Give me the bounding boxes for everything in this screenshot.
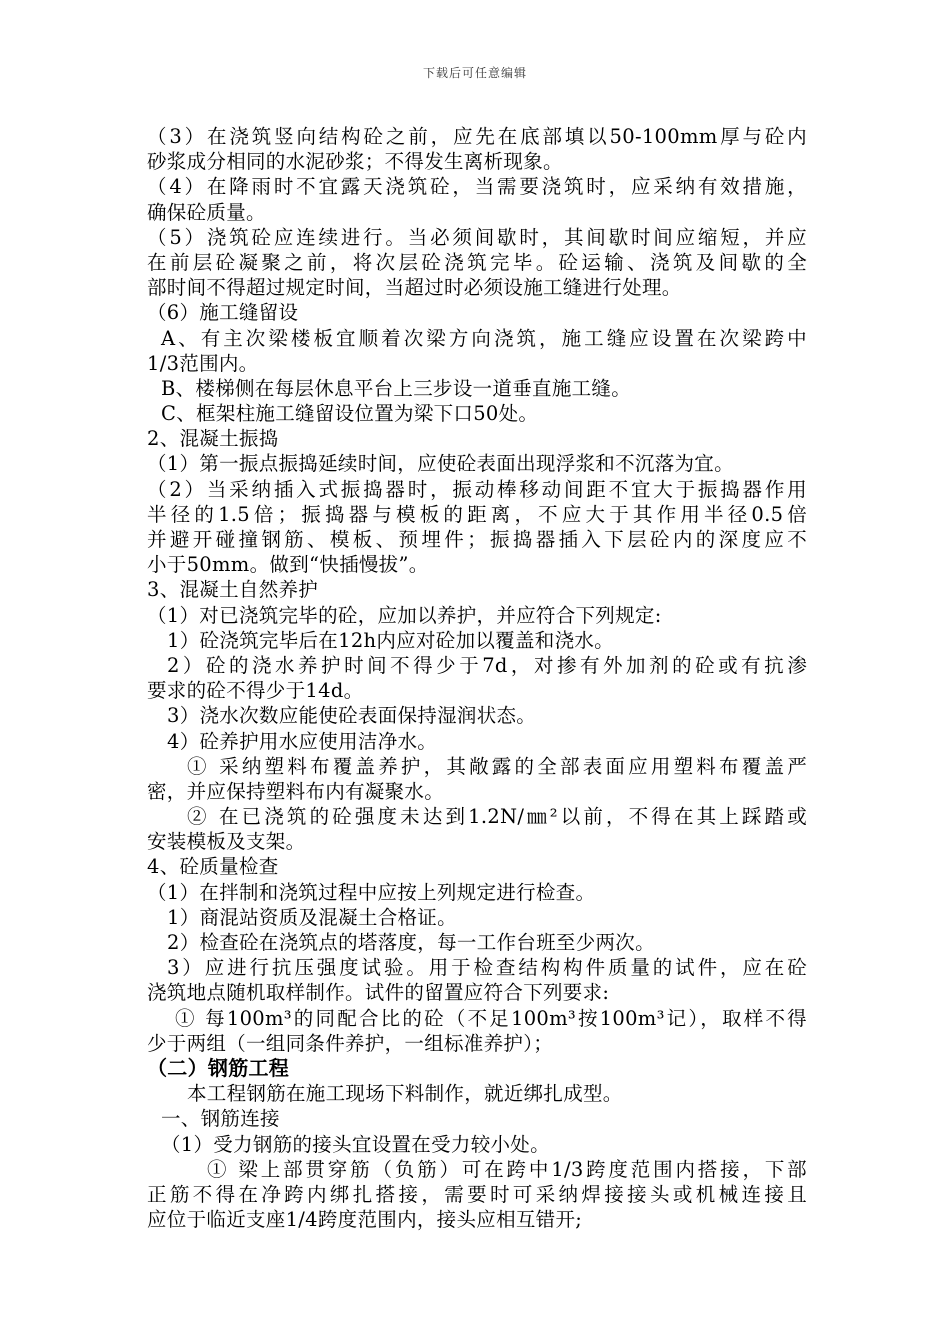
text-line: （5）浇筑砼应连续进行。当必须间歇时，其间歇时间应缩短，并应 — [147, 225, 807, 249]
text-line: ② 在已浇筑的砼强度未达到1.2N/㎜²以前，不得在其上踩踏或 — [187, 805, 807, 829]
text-line: 1/3范围内。 — [147, 351, 259, 375]
text-line: 1）商混站资质及混凝土合格证。 — [167, 905, 457, 929]
text-line: 正筋不得在净跨内绑扎搭接，需要时可采纳焊接接头或机械连接且 — [147, 1182, 807, 1206]
text-line: 一、钢筋连接 — [161, 1107, 280, 1131]
text-line: 密，并应保持塑料布内有凝聚水。 — [147, 779, 445, 803]
text-line: 半径的1.5倍；振捣器与模板的距离，不应大于其作用半径0.5倍 — [147, 502, 807, 526]
text-line: 3、混凝土自然养护 — [147, 578, 319, 602]
text-line: 小于50mm。做到“快插慢拔”。 — [147, 553, 429, 577]
text-line: 3）浇水次数应能使砼表面保持湿润状态。 — [167, 704, 537, 728]
text-line: ① 每100m³的同配合比的砼（不足100m³按100m³记），取样不得 — [175, 1006, 807, 1030]
page-header: 下载后可任意编辑 — [422, 66, 527, 80]
text-line: 浇筑地点随机取样制作。试件的留置应符合下列要求: — [147, 981, 610, 1005]
text-line: A、有主次梁楼板宜顺着次梁方向浇筑，施工缝应设置在次梁跨中 — [161, 326, 807, 350]
text-line: 4）砼养护用水应使用洁净水。 — [167, 729, 438, 753]
text-line: 2）砼的浇水养护时间不得少于7d，对掺有外加剂的砼或有抗渗 — [167, 653, 807, 677]
document-body — [147, 124, 807, 1232]
text-line: B、楼梯侧在每层休息平台上三步设一道垂直施工缝。 — [161, 376, 632, 400]
text-line: 1）砼浇筑完毕后在12h内应对砼加以覆盖和浇水。 — [167, 628, 614, 652]
text-line: （2）当采纳插入式振捣器时，振动棒移动间距不宜大于振捣器作用 — [147, 477, 807, 501]
text-line: （1）对已浇筑完毕的砼，应加以养护，并应符合下列规定: — [147, 603, 662, 627]
text-line: 在前层砼凝聚之前，将次层砼浇筑完毕。砼运输、浇筑及间歇的全 — [147, 250, 807, 274]
text-line: 部时间不得超过规定时间，当超过时必须设施工缝进行处理。 — [147, 276, 682, 300]
text-line: （4）在降雨时不宜露天浇筑砼，当需要浇筑时，应采纳有效措施， — [147, 175, 807, 199]
text-line: 4、砼质量检查 — [147, 855, 279, 879]
text-line: ① 梁上部贯穿筋（负筋）可在跨中1/3跨度范围内搭接，下部 — [207, 1157, 807, 1181]
text-line: （1）受力钢筋的接头宜设置在受力较小处。 — [161, 1132, 550, 1156]
text-line: 确保砼质量。 — [147, 200, 266, 224]
text-line: ① 采纳塑料布覆盖养护，其敞露的全部表面应用塑料布覆盖严 — [187, 754, 807, 778]
text-line: 安装模板及支架。 — [147, 830, 306, 854]
text-line: 2）检查砼在浇筑点的塔落度，每一工作台班至少两次。 — [167, 931, 655, 954]
text-line: （1）在拌制和浇筑过程中应按上列规定进行检查。 — [147, 880, 596, 904]
text-line: 并避开碰撞钢筋、模板、预埋件；振捣器插入下层砼内的深度应不 — [147, 528, 807, 551]
section-heading: （二）钢筋工程 — [147, 1055, 290, 1080]
text-line: 砂浆成分相同的水泥砂浆；不得发生离析现象。 — [147, 150, 563, 174]
text-line: （6）施工缝留设 — [147, 301, 299, 325]
text-line: 本工程钢筋在施工现场下料制作，就近绑扎成型。 — [187, 1082, 623, 1106]
text-line: 3）应进行抗压强度试验。用于检查结构构件质量的试件，应在砼 — [167, 956, 807, 980]
text-line: 少于两组（一组同条件养护，一组标准养护）； — [147, 1031, 554, 1055]
text-line: 应位于临近支座1/4跨度范围内，接头应相互错开; — [147, 1208, 583, 1232]
text-line: 要求的砼不得少于14d。 — [147, 679, 364, 703]
text-line: （1）第一振点振捣延续时间，应使砼表面出现浮浆和不沉落为宜。 — [147, 452, 734, 476]
text-line: 2、混凝土振捣 — [147, 427, 279, 451]
text-line: （3）在浇筑竖向结构砼之前，应先在底部填以50-100mm厚与砼内 — [147, 125, 807, 148]
text-line: C、框架柱施工缝留设位置为梁下口50处。 — [161, 402, 539, 426]
